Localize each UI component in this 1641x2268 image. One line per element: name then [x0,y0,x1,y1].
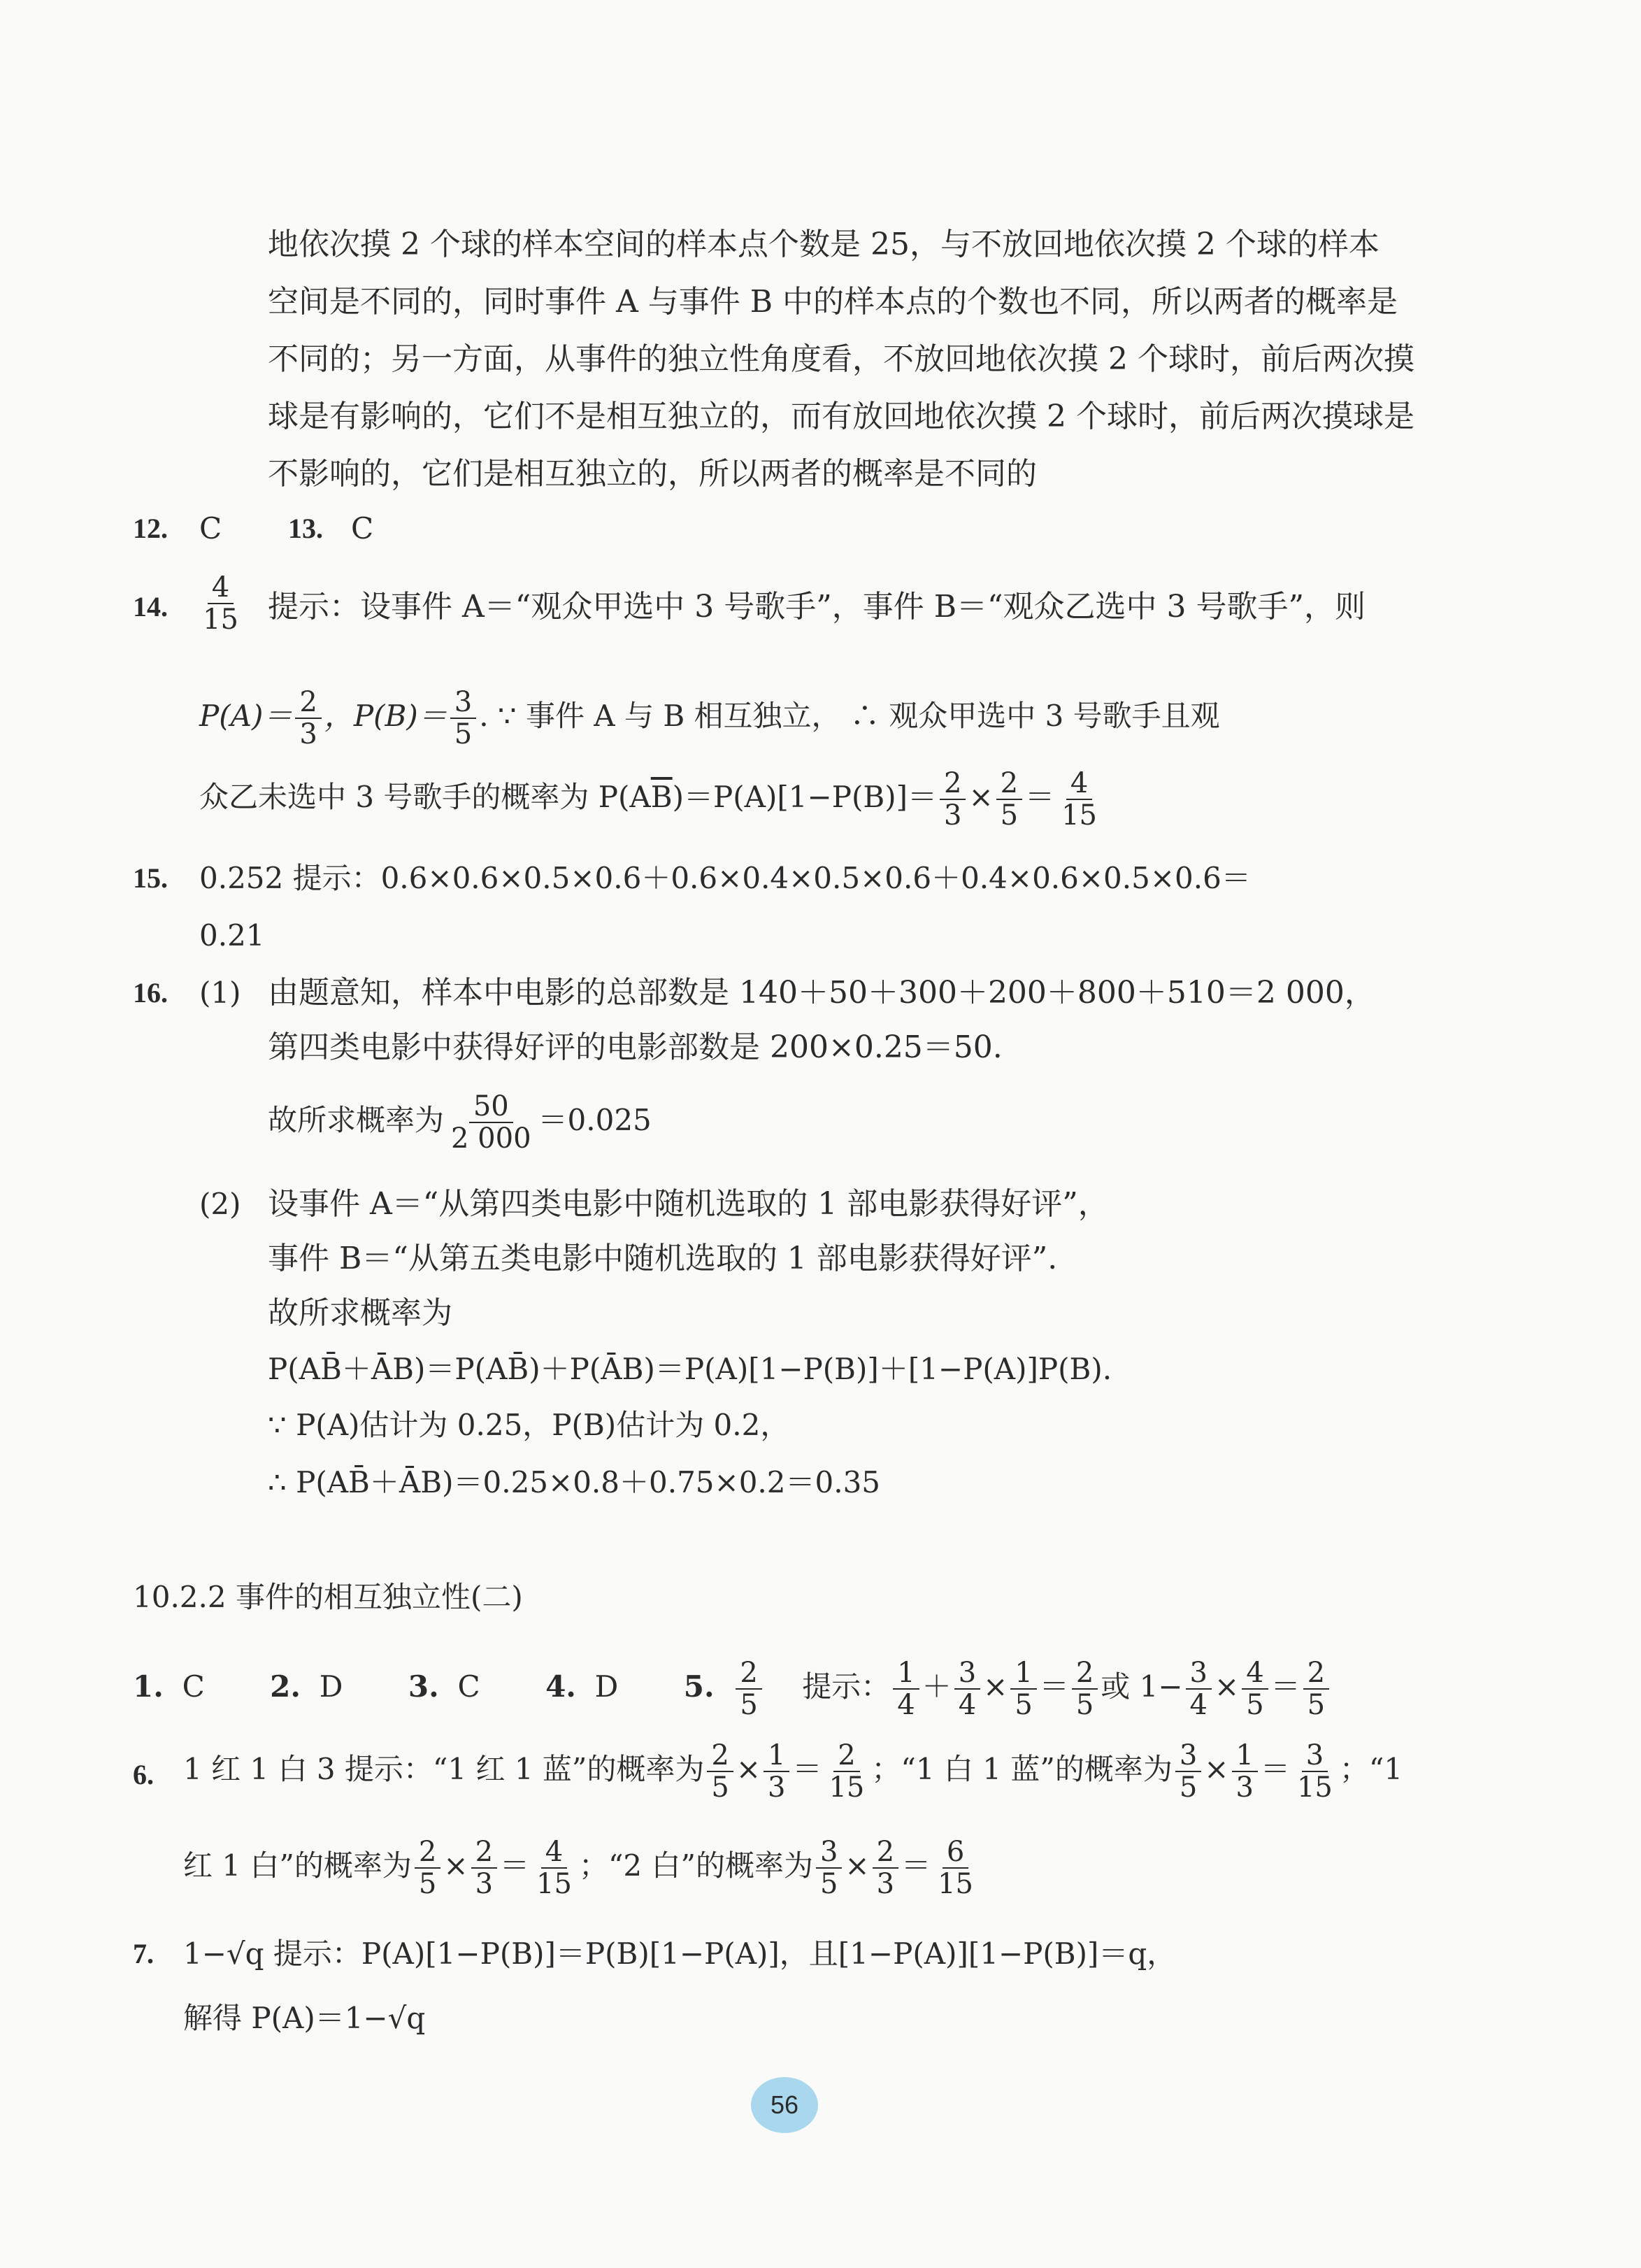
hint-5-label: 提示： [802,1669,891,1704]
numerator: 2 [707,1740,733,1772]
question-number-6: 6. [133,1759,154,1790]
denominator: 5 [1307,1689,1326,1721]
frac-2-3 [940,768,966,831]
h-frac-1 [893,1657,919,1720]
q6-frac-6 [1293,1740,1337,1803]
equals-sign: ＝ [500,1848,530,1883]
ans-3: C [457,1669,480,1704]
ans-2: D [319,1669,343,1704]
times-sign: × [983,1669,1008,1704]
denominator: 5 [819,1868,838,1900]
numerator: 2 [1072,1657,1098,1690]
frac-50-2000 [447,1091,536,1154]
question-number-7: 7. [133,1938,154,1969]
para-line-4: 球是有影响的，它们不是相互独立的，而有放回地依次摸 2 个球时，前后两次摸球是 [268,399,1414,434]
h-frac-4 [1072,1657,1098,1720]
ans-1: C [182,1669,205,1704]
question-number-13: 13. [288,513,323,544]
numerator: 2 [940,768,966,800]
q6-l2b: ；“2 白”的概率为 [578,1848,813,1883]
numerator: 1 [764,1740,789,1772]
denominator: 2 000 [451,1122,531,1155]
q14-l3a: 众乙未选中 3 号歌手的概率为 P(A [199,780,651,814]
numerator: 1 [893,1657,919,1690]
q14-line2-rest: . ∵ 事件 A 与 B 相互独立， ∴ 观众甲选中 3 号歌手且观 [479,699,1220,733]
q14-hint-line-3 [199,768,1104,831]
q6-frac-2 [764,1740,789,1803]
q6-frac-5 [1232,1740,1258,1803]
denominator: 15 [1061,799,1098,832]
q6-frac-4 [1175,1740,1201,1803]
ans-4: D [594,1669,619,1704]
q6-frac-g6 [933,1836,977,1899]
q6-frac-g1 [415,1836,440,1899]
denominator: 3 [475,1868,494,1900]
q6-frac-g4 [816,1836,842,1899]
numerator: 50 [469,1091,513,1123]
or-one-minus: 或 1− [1101,1669,1183,1704]
s2-answers-line [133,1657,1332,1720]
question-number-16: 16. [133,977,168,1008]
numerator: 2 [873,1836,898,1869]
q15-line-1: 0.252 提示：0.6×0.6×0.5×0.6＋0.6×0.4×0.5×0.6＋0.4×0.6×0.5×0.6＝ [199,861,1251,895]
equals-sign: ＝ [1025,780,1055,814]
q6-frac-g3 [532,1836,576,1899]
answer-14-fraction [199,572,243,635]
denominator: 5 [1000,799,1019,832]
times-sign: × [736,1752,761,1786]
times-sign: × [968,780,994,814]
numerator: 1 [1232,1740,1258,1772]
times-sign: × [1204,1752,1229,1786]
q6-line-1 [183,1740,1403,1803]
pa-text: P(A)＝ [199,699,293,733]
answer-12: C [199,511,222,545]
denominator: 3 [299,718,317,750]
denominator: 3 [1235,1771,1254,1804]
numerator: 4 [1242,1657,1268,1690]
numerator: 2 [996,768,1022,800]
q16-p2-line-5: ∵ P(A)估计为 0.25，P(B)估计为 0.2， [268,1408,790,1442]
q16-part2-label: (2) [199,1187,241,1221]
denominator: 5 [1075,1689,1094,1721]
denominator: 5 [1246,1689,1264,1721]
q16-p2-line-1: 设事件 A＝“从第四类电影中随机选取的 1 部电影获得好评”， [268,1186,1109,1222]
denominator: 4 [958,1689,977,1721]
equals-sign: ＝ [1260,1752,1290,1786]
equals-sign: ＝ [901,1848,931,1883]
b-complement: $\overline{B}$ [650,780,673,814]
question-number-12: 12. [133,513,168,544]
q16-p1-l3: 故所求概率为 [268,1103,445,1137]
numerator: 2 [736,1657,761,1690]
denominator: 5 [1015,1689,1033,1721]
times-sign: × [845,1848,870,1883]
numerator: 4 [541,1836,567,1869]
answer-14 [196,572,245,635]
para-line-3: 不同的；另一方面，从事件的独立性角度看，不放回地依次摸 2 个球时，前后两次摸 [268,341,1414,377]
equals-sign: ＝ [1039,1669,1069,1704]
para-line-5: 不影响的，它们是相互独立的，所以两者的概率是不同的 [268,456,1037,492]
denominator: 15 [938,1868,973,1900]
plus-sign: ＋ [922,1669,952,1704]
para-line-2: 空间是不同的，同时事件 A 与事件 B 中的样本点的个数也不同，所以两者的概率是 [268,284,1398,320]
q16-p2-line-6: ∴ P(AB̄＋ĀB)＝0.25×0.8＋0.75×0.2＝0.35 [268,1465,881,1499]
q6-frac-1 [707,1740,733,1803]
frac-2-5 [996,768,1022,831]
numerator: 4 [208,572,234,604]
q16-p1-line-3 [268,1091,652,1154]
q14-hint-line-1: 提示：设事件 A＝“观众甲选中 3 号歌手”，事件 B＝“观众乙选中 3 号歌手”，则 [268,589,1366,625]
numerator: 3 [1186,1657,1212,1690]
denominator: 3 [943,799,962,832]
q16-p2-line-2: 事件 B＝“从第五类电影中随机选取的 1 部电影获得好评”. [268,1241,1058,1276]
qnum-1: 1. [133,1669,164,1704]
qnum-2: 2. [270,1669,301,1704]
denominator: 5 [1179,1771,1198,1804]
q16-p1-result: ＝0.025 [538,1103,652,1137]
q6-line-2 [183,1836,980,1899]
q16-p1-line-1: 由题意知，样本中电影的总部数是 140＋50＋300＋200＋800＋510＝2 000， [268,975,1375,1011]
numerator: 6 [943,1836,968,1869]
numerator: 3 [1302,1740,1328,1772]
q6-frac-3 [824,1740,868,1803]
page-number: 56 [751,2077,818,2133]
denominator: 5 [740,1689,758,1721]
denominator: 15 [829,1771,865,1804]
denominator: 3 [876,1868,895,1900]
numerator: 2 [833,1740,859,1772]
h-frac-6 [1242,1657,1268,1720]
equals-sign: ＝ [1270,1669,1300,1704]
numerator: 3 [450,687,476,719]
numerator: 2 [295,687,321,719]
times-sign: × [443,1848,468,1883]
q6-a: 1 红 1 白 3 提示：“1 红 1 蓝”的概率为 [183,1752,705,1786]
q16-p2-line-3: 故所求概率为 [268,1295,452,1331]
numerator: 4 [1066,768,1092,800]
q7-line-1: 1−√q 提示：P(A)[1−P(B)]＝P(B)[1−P(A)]，且[1−P(A)][1−P(B)]＝q， [183,1937,1177,1971]
q16-p2-line-4: P(AB̄＋ĀB)＝P(AB̄)＋P(ĀB)＝P(A)[1−P(B)]＋[1−P(A)]P(B). [268,1352,1112,1386]
numerator: 2 [415,1836,440,1869]
q15-line-2: 0.21 [199,918,265,953]
q16-p1-line-2: 第四类电影中获得好评的电影部数是 200×0.25＝50. [268,1029,1003,1065]
para-line-1: 地依次摸 2 个球的样本空间的样本点个数是 25，与不放回地依次摸 2 个球的样本 [268,227,1380,262]
q16-part1-label: (1) [199,976,241,1010]
numerator: 2 [1303,1657,1329,1690]
denominator: 5 [454,718,473,750]
q6-l2a: 红 1 白”的概率为 [183,1848,412,1883]
numerator: 3 [816,1836,842,1869]
denominator: 4 [897,1689,915,1721]
denominator: 15 [203,604,238,636]
pb-text: ，P(B)＝ [324,699,447,733]
times-sign: × [1214,1669,1240,1704]
q6-frac-g2 [471,1836,497,1899]
question-number-15: 15. [133,862,168,894]
numerator: 3 [1175,1740,1201,1772]
q14-l3b: )＝P(A)[1−P(B)]＝ [672,780,937,814]
answer-13: C [351,511,374,545]
section-heading: 10.2.2 事件的相互独立性(二) [133,1580,523,1614]
q6-m: ；“1 白 1 蓝”的概率为 [871,1752,1173,1786]
numerator: 1 [1010,1657,1036,1690]
h-frac-2 [954,1657,980,1720]
numerator: 3 [954,1657,980,1690]
ans-5-fraction [736,1657,761,1720]
q6-end: ；“1 [1339,1752,1403,1786]
question-number-14: 14. [133,591,168,622]
denominator: 5 [418,1868,437,1900]
q6-frac-g5 [873,1836,898,1899]
qnum-4: 4. [545,1669,576,1704]
q14-hint-line-2 [199,687,1220,750]
denominator: 3 [768,1771,786,1804]
frac-4-15 [1057,768,1101,831]
denominator: 4 [1189,1689,1208,1721]
denominator: 5 [711,1771,729,1804]
h-frac-3 [1010,1657,1036,1720]
denominator: 15 [1296,1771,1333,1804]
denominator: 15 [536,1868,572,1900]
pa-fraction [295,687,321,750]
numerator: 2 [471,1836,497,1869]
equals-sign: ＝ [792,1752,822,1786]
h-frac-7 [1303,1657,1329,1720]
q7-line-2: 解得 P(A)＝1−√q [183,2001,426,2035]
qnum-5: 5. [683,1669,715,1704]
qnum-3: 3. [408,1669,439,1704]
pb-fraction [450,687,476,750]
h-frac-5 [1186,1657,1212,1720]
